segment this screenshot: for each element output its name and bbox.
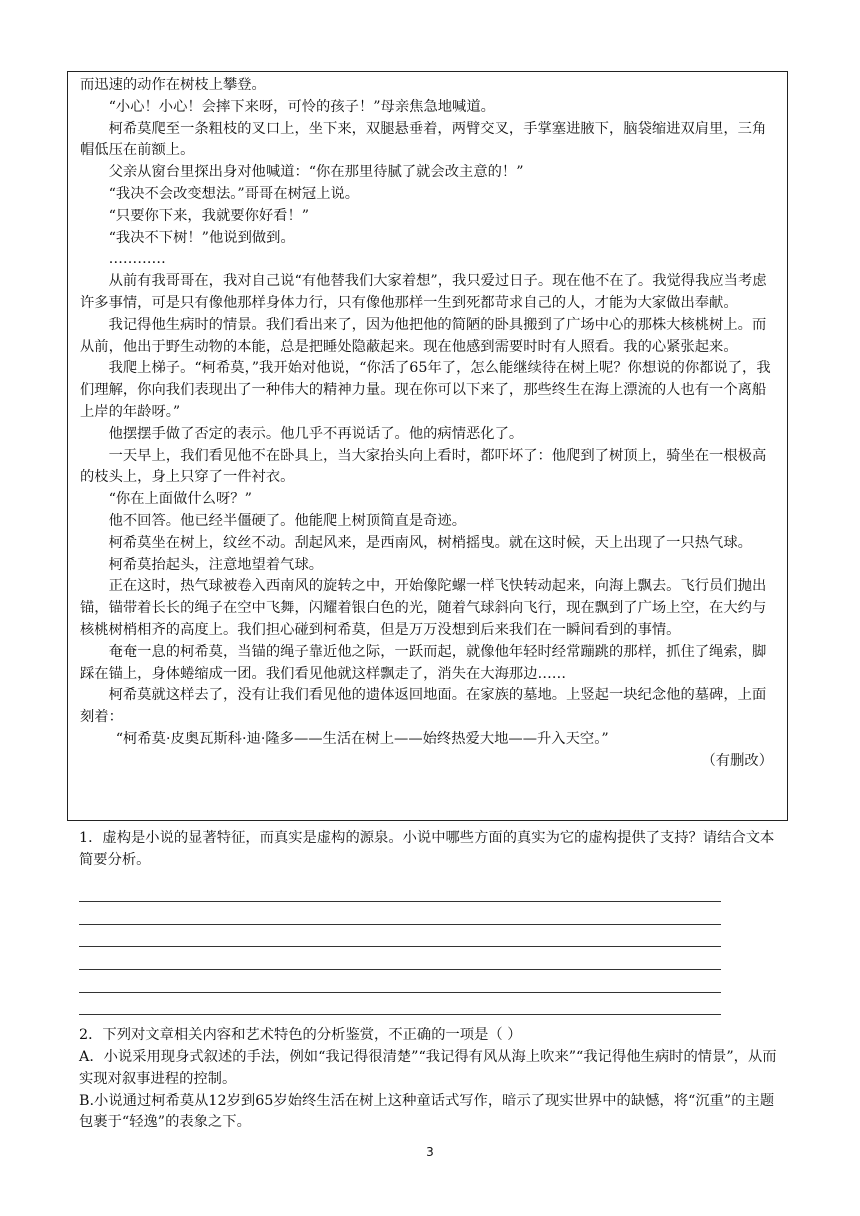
question-2: 2．下列对文章相关内容和艺术特色的分析鉴赏，不正确的一项是（ ） — [79, 1027, 522, 1044]
answer-line[interactable] — [79, 970, 721, 993]
passage-ellipsis: ………… — [108, 251, 166, 268]
passage-paragraph: 柯希莫坐在树上，纹丝不动。刮起风来，是西南风，树梢摇曳。就在这时候，天上出现了一只热气球。 — [108, 534, 752, 551]
passage-paragraph: 父亲从窗台里探出身对他喊道：“你在那里待腻了就会改主意的！” — [108, 164, 524, 181]
page-number: 3 — [426, 1145, 434, 1159]
passage-paragraph: 他不回答。他已经半僵硬了。他能爬上树顶简直是奇迹。 — [108, 512, 467, 529]
passage-paragraph: “我决不会改变想法。”哥哥在树冠上说。 — [108, 185, 360, 202]
passage-paragraph: 我记得他生病时的情景。我们看出来了，因为他把他的简陋的卧具搬到了广场中心的那株大核桃树上。而从前，他出于野生动物的本能，总是把睡处隐蔽起来。现在他感到需要时时有人照看。我的心紧张起来。 — [80, 316, 767, 355]
reading-passage — [67, 71, 788, 821]
passage-paragraph: 一天早上，我们看见他不在卧具上，当大家抬头向上看时，都吓坏了：他爬到了树顶上，骑坐在一根极高的枝头上，身上只穿了一件衬衣。 — [80, 447, 767, 486]
question-2-option-b: B.小说通过柯希莫从12岁到65岁始终生活在树上这种童话式写作，暗示了现实世界中的缺憾，将“沉重”的主题包裹于“轻逸”的表象之下。 — [79, 1092, 775, 1131]
answer-line[interactable] — [79, 880, 721, 903]
passage-paragraph: 正在这时，热气球被卷入西南风的旋转之中，开始像陀螺一样飞快转动起来，向海上飘去。飞行员们抛出锚，锚带着长长的绳子在空中飞舞，闪耀着银白色的光，随着气球斜向飞行，现在飘到了广场上空，在大约与核桃树梢相齐的高度上。我们担心碰到柯希莫，但是万万没想到后来我们在一瞬间看到的事情。 — [80, 578, 767, 638]
passage-paragraph: 柯希莫抬起头，注意地望着气球。 — [108, 556, 324, 573]
passage-paragraph: 奄奄一息的柯希莫，当锚的绳子靠近他之际，一跃而起，就像他年轻时经常蹦跳的那样，抓住了绳索，脚踩在锚上，身体蜷缩成一团。我们看见他就这样飘走了，消失在大海那边…… — [80, 643, 767, 682]
epitaph-inscription: “柯希莫·皮奥瓦斯科·迪·隆多——生活在树上——始终热爱大地——升入天空。” — [115, 730, 609, 747]
passage-paragraph: “你在上面做什么呀？” — [108, 491, 252, 508]
answer-line[interactable] — [79, 993, 721, 1016]
passage-paragraph: “只要你下来，我就要你好看！” — [108, 207, 310, 224]
passage-paragraph: 我爬上梯子。“柯希莫，”我开始对他说，“你活了65年了，怎么能继续待在树上呢？你想说的你都说了，我们理解，你向我们表现出了一种伟大的精神力量。现在你可以下来了，那些终生在海上漂流的人也有一个离船上岸的年龄呀。” — [80, 360, 771, 420]
answer-line[interactable] — [79, 925, 721, 948]
passage-paragraph: 而迅速的动作在树枝上攀登。 — [80, 77, 266, 93]
question-2-option-a: A．小说采用现身式叙述的手法，例如“我记得很清楚”“我记得有风从海上吹来”“我记得他生病时的情景”，从而实现对叙事进程的控制。 — [79, 1048, 777, 1087]
passage-paragraph: “我决不下树！”他说到做到。 — [108, 229, 295, 246]
passage-paragraph: 从前有我哥哥在，我对自己说“有他替我们大家着想”，我只爱过日子。现在他不在了。我觉得我应当考虑许多事情，可是只有像他那样身体力行，只有像他那样一生到死都苛求自己的人，才能为大家做出奉献。 — [80, 273, 767, 311]
passage-paragraph: 柯希莫就这样去了，没有让我们看见他的遗体返回地面。在家族的墓地。上竖起一块纪念他的墓碑，上面刻着： — [80, 687, 767, 726]
answer-line[interactable] — [79, 902, 721, 925]
question-1: 1．虚构是小说的显著特征，而真实是虚构的源泉。小说中哪些方面的真实为它的虚构提供了支持？请结合文本简要分析。 — [79, 830, 775, 868]
answer-area[interactable] — [79, 880, 779, 1016]
passage-paragraph: 柯希莫爬至一条粗枝的叉口上，坐下来，双腿悬垂着，两臂交叉，手掌塞进腋下，脑袋缩进双肩里，三角帽低压在前额上。 — [80, 120, 767, 159]
answer-line[interactable] — [79, 947, 721, 970]
questions-section — [79, 828, 779, 1134]
source-note: （有删改） — [701, 752, 773, 769]
passage-paragraph: 他摆摆手做了否定的表示。他几乎不再说话了。他的病情恶化了。 — [108, 425, 524, 442]
passage-paragraph: “小心！小心！会摔下来呀，可怜的孩子！”母亲焦急地喊道。 — [108, 98, 495, 115]
